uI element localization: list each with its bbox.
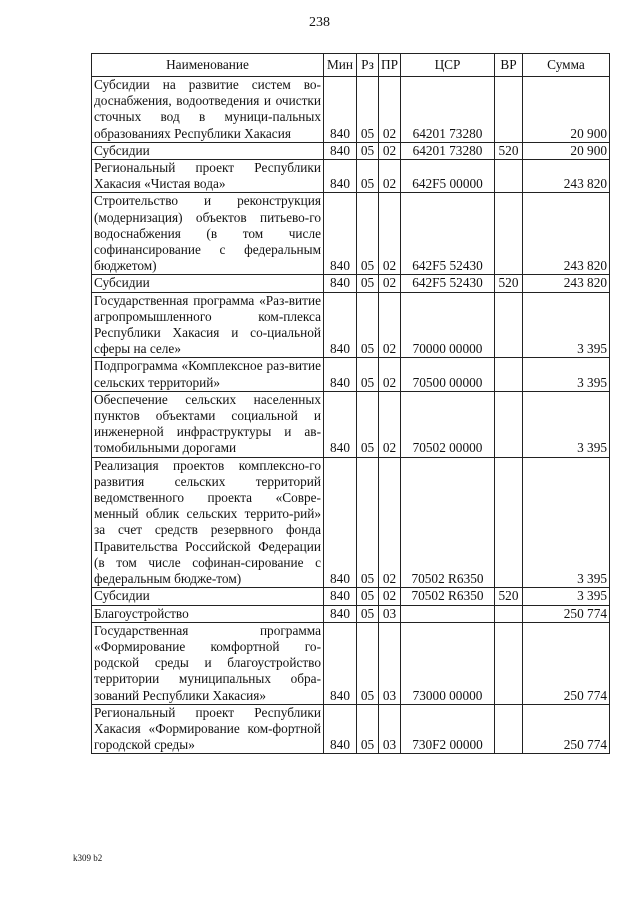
- row-target-article-code: 730F2 00000: [401, 704, 495, 754]
- row-amount: 3 395: [523, 588, 610, 605]
- table-row: [92, 704, 610, 754]
- row-target-article-code: 70502 00000: [401, 391, 495, 457]
- row-name: Обеспечение сельских населенных пунктов объектами социальной и инженерной инфраструктуры и ав-томобильными дорогами: [92, 391, 324, 457]
- row-name: Реализация проектов комплексно-го развития сельских территорий ведомственного проекта «Совре-менный облик сельских террито-рий» за счет средств резервного фонда Правительства Российской Федерации (в том числе софинан-сирование с федеральным бюдже-том): [92, 457, 324, 588]
- row-expense-type-code: [495, 292, 523, 358]
- row-name: Субсидии: [92, 142, 324, 159]
- row-amount: 250 774: [523, 622, 610, 704]
- row-expense-type-code: 520: [495, 588, 523, 605]
- table-row: [92, 457, 610, 588]
- row-subsection-code: 02: [379, 457, 401, 588]
- min-column-header: Мин: [324, 54, 357, 77]
- row-name: Благоустройство: [92, 605, 324, 622]
- row-expense-type-code: [495, 457, 523, 588]
- row-target-article-code: [401, 605, 495, 622]
- row-section-code: 05: [357, 193, 379, 275]
- row-expense-type-code: 520: [495, 142, 523, 159]
- table-row: [92, 622, 610, 704]
- row-name: Государственная программа «Формирование комфортной го-родской среды и благоустройство территории муниципальных обра-зований Республики Хакасия»: [92, 622, 324, 704]
- row-section-code: 05: [357, 457, 379, 588]
- row-name: Субсидии на развитие систем во-доснабжения, водоотведения и очистки сточных вод в муници-пальных образованиях Республики Хакасия: [92, 77, 324, 143]
- row-expense-type-code: [495, 77, 523, 143]
- csr-column-header: ЦСР: [401, 54, 495, 77]
- row-subsection-code: 02: [379, 160, 401, 193]
- row-amount: 243 820: [523, 275, 610, 292]
- vr-column-header: ВР: [495, 54, 523, 77]
- table-body: [92, 77, 610, 754]
- row-expense-type-code: [495, 605, 523, 622]
- row-name: Субсидии: [92, 588, 324, 605]
- row-section-code: 05: [357, 358, 379, 391]
- rz-column-header: Рз: [357, 54, 379, 77]
- row-amount: 250 774: [523, 704, 610, 754]
- row-expense-type-code: [495, 358, 523, 391]
- row-section-code: 05: [357, 605, 379, 622]
- row-subsection-code: 02: [379, 77, 401, 143]
- row-ministry-code: 840: [324, 358, 357, 391]
- row-target-article-code: 64201 73280: [401, 142, 495, 159]
- row-ministry-code: 840: [324, 142, 357, 159]
- table-row: [92, 292, 610, 358]
- row-subsection-code: 02: [379, 292, 401, 358]
- row-target-article-code: 73000 00000: [401, 622, 495, 704]
- name-column-header: Наименование: [92, 54, 324, 77]
- row-target-article-code: 70502 R6350: [401, 457, 495, 588]
- row-ministry-code: 840: [324, 704, 357, 754]
- row-section-code: 05: [357, 588, 379, 605]
- row-ministry-code: 840: [324, 292, 357, 358]
- row-amount: 243 820: [523, 193, 610, 275]
- row-expense-type-code: [495, 160, 523, 193]
- row-target-article-code: 642F5 52430: [401, 193, 495, 275]
- row-name: Региональный проект Республики Хакасия «Чистая вода»: [92, 160, 324, 193]
- table-row: [92, 391, 610, 457]
- row-amount: 3 395: [523, 292, 610, 358]
- row-target-article-code: 70000 00000: [401, 292, 495, 358]
- page-number: 238: [309, 15, 330, 30]
- row-subsection-code: 03: [379, 605, 401, 622]
- row-ministry-code: 840: [324, 391, 357, 457]
- row-section-code: 05: [357, 142, 379, 159]
- amount-column-header: Сумма: [523, 54, 610, 77]
- pr-column-header: ПР: [379, 54, 401, 77]
- table-row: [92, 275, 610, 292]
- row-amount: 20 900: [523, 142, 610, 159]
- row-ministry-code: 840: [324, 622, 357, 704]
- row-section-code: 05: [357, 77, 379, 143]
- row-amount: 20 900: [523, 77, 610, 143]
- row-subsection-code: 02: [379, 142, 401, 159]
- row-section-code: 05: [357, 391, 379, 457]
- row-section-code: 05: [357, 704, 379, 754]
- row-name: Региональный проект Республики Хакасия «Формирование ком-фортной городской среды»: [92, 704, 324, 754]
- row-subsection-code: 03: [379, 622, 401, 704]
- row-expense-type-code: [495, 193, 523, 275]
- row-section-code: 05: [357, 622, 379, 704]
- row-name: Субсидии: [92, 275, 324, 292]
- row-subsection-code: 02: [379, 193, 401, 275]
- row-ministry-code: 840: [324, 275, 357, 292]
- table-row: [92, 142, 610, 159]
- table-row: [92, 588, 610, 605]
- row-name: Подпрограмма «Комплексное раз-витие сельских территорий»: [92, 358, 324, 391]
- budget-table: [91, 53, 610, 754]
- row-target-article-code: 70500 00000: [401, 358, 495, 391]
- table-row: [92, 605, 610, 622]
- row-ministry-code: 840: [324, 77, 357, 143]
- row-target-article-code: 64201 73280: [401, 77, 495, 143]
- row-name: Государственная программа «Раз-витие агропромышленного ком-плекса Республики Хакасия и со-циальной сферы на селе»: [92, 292, 324, 358]
- footer-code: k309 b2: [73, 853, 103, 863]
- row-ministry-code: 840: [324, 160, 357, 193]
- table-row: [92, 77, 610, 143]
- row-ministry-code: 840: [324, 605, 357, 622]
- row-target-article-code: 70502 R6350: [401, 588, 495, 605]
- row-ministry-code: 840: [324, 457, 357, 588]
- row-expense-type-code: [495, 622, 523, 704]
- row-amount: 3 395: [523, 457, 610, 588]
- row-amount: 250 774: [523, 605, 610, 622]
- row-subsection-code: 02: [379, 275, 401, 292]
- table-row: [92, 160, 610, 193]
- table-header: [92, 54, 610, 77]
- row-target-article-code: 642F5 52430: [401, 275, 495, 292]
- row-section-code: 05: [357, 292, 379, 358]
- row-subsection-code: 02: [379, 588, 401, 605]
- row-subsection-code: 03: [379, 704, 401, 754]
- row-section-code: 05: [357, 275, 379, 292]
- row-subsection-code: 02: [379, 391, 401, 457]
- row-ministry-code: 840: [324, 588, 357, 605]
- row-amount: 243 820: [523, 160, 610, 193]
- row-section-code: 05: [357, 160, 379, 193]
- row-target-article-code: 642F5 00000: [401, 160, 495, 193]
- row-ministry-code: 840: [324, 193, 357, 275]
- row-amount: 3 395: [523, 391, 610, 457]
- row-expense-type-code: 520: [495, 275, 523, 292]
- table-row: [92, 358, 610, 391]
- row-expense-type-code: [495, 391, 523, 457]
- table-row: [92, 193, 610, 275]
- row-expense-type-code: [495, 704, 523, 754]
- header-row: [92, 54, 610, 77]
- row-amount: 3 395: [523, 358, 610, 391]
- row-name: Строительство и реконструкция (модернизация) объектов питьево-го водоснабжения (в том числе софинансирование с федеральным бюджетом): [92, 193, 324, 275]
- row-subsection-code: 02: [379, 358, 401, 391]
